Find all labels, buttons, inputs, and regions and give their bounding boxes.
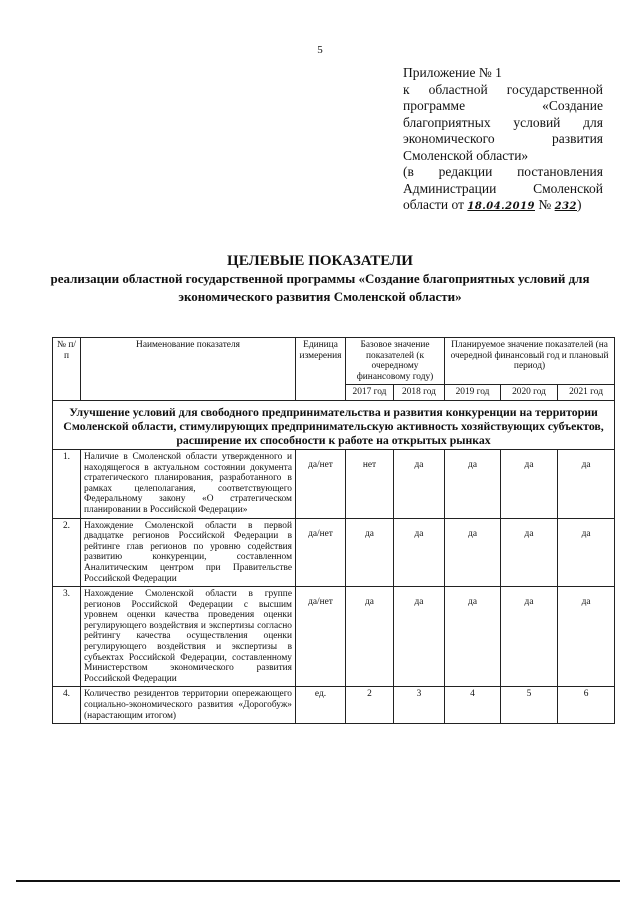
header-year: 2019 год bbox=[445, 385, 501, 401]
table-row bbox=[53, 587, 615, 687]
header-num: № п/п bbox=[53, 338, 81, 401]
row-value-2017: 2 bbox=[346, 687, 394, 724]
appendix-line: Администрации Смоленской bbox=[403, 180, 603, 196]
appendix-date-suffix: ) bbox=[577, 197, 582, 212]
row-indicator-name: Количество резидентов территории опережающего социально-экономического развития «Дорогобуж» (нарастающим итогом) bbox=[81, 687, 296, 724]
appendix-line: (в редакции постановления bbox=[403, 164, 603, 179]
row-indicator-name: Нахождение Смоленской области в группе регионов Российской Федерации с высшим уровнем оценки качества проведения оценки регулирующего воздействия и экспертизы согласно рейтингу качества осуществления оценки регулирующего воздействия и экспертизы в субъектах Российской Федерации, составленному Министерством экономического развития Российской Федерации bbox=[81, 587, 296, 687]
row-value-2018: да bbox=[394, 587, 445, 687]
row-num: 3. bbox=[53, 587, 81, 687]
row-value-2017: нет bbox=[346, 449, 394, 518]
header-year: 2018 год bbox=[394, 385, 445, 401]
row-value-2021: да bbox=[558, 587, 615, 687]
row-value-2017: да bbox=[346, 518, 394, 587]
row-unit: да/нет bbox=[296, 518, 346, 587]
section-row bbox=[53, 400, 615, 449]
document-subtitle: реализации областной государственной программы «Создание благоприятных условий для экономического развития Смоленской области» bbox=[50, 271, 590, 304]
row-unit: да/нет bbox=[296, 449, 346, 518]
section-title: Улучшение условий для свободного предпринимательства и развития конкуренции на территории Смоленской области, стимулирующих предпринимательскую активность хозяйствующих субъектов, расширение их способности к работе на открытых рынках bbox=[53, 400, 615, 449]
row-indicator-name: Нахождение Смоленской области в первой двадцатке регионов Российской Федерации в рейтинге глав регионов по уровню содействия развитию конкуренции, составленном Аналитическим центром при Правительстве Российской Федерации bbox=[81, 518, 296, 587]
row-indicator-name: Наличие в Смоленской области утвержденного и находящегося в актуальном состоянии документа стратегического планирования, разработанного в рамках целеполагания, соответствующего Федеральному закону «О стратегическом планировании в Российской Федерации» bbox=[81, 449, 296, 518]
table-row bbox=[53, 449, 615, 518]
page-number: 5 bbox=[317, 44, 323, 56]
header-year: 2020 год bbox=[501, 385, 558, 401]
row-value-2018: да bbox=[394, 518, 445, 587]
row-value-2018: 3 bbox=[394, 687, 445, 724]
page-bottom-rule bbox=[16, 880, 620, 882]
appendix-date-line bbox=[403, 197, 603, 216]
appendix-block bbox=[403, 65, 603, 216]
row-value-2021: 6 bbox=[558, 687, 615, 724]
row-value-2020: да bbox=[501, 449, 558, 518]
row-unit: ед. bbox=[296, 687, 346, 724]
appendix-line: Смоленской области» bbox=[403, 147, 529, 163]
header-unit: Единица измерения bbox=[296, 338, 346, 401]
row-value-2018: да bbox=[394, 449, 445, 518]
row-num: 1. bbox=[53, 449, 81, 518]
row-num: 2. bbox=[53, 518, 81, 587]
row-value-2021: да bbox=[558, 449, 615, 518]
appendix-number-prefix: № bbox=[538, 197, 552, 212]
row-value-2019: 4 bbox=[445, 687, 501, 724]
appendix-line: экономического развития bbox=[403, 131, 603, 146]
row-value-2019: да bbox=[445, 449, 501, 518]
appendix-line: программе «Создание bbox=[403, 98, 603, 113]
handwritten-number: 232 bbox=[554, 201, 578, 212]
appendix-line: благоприятных условий для bbox=[403, 114, 603, 130]
header-base: Базовое значение показателей (к очередному финансовому году) bbox=[346, 338, 445, 385]
table-row bbox=[53, 687, 615, 724]
row-value-2020: да bbox=[501, 587, 558, 687]
appendix-line: Приложение № 1 bbox=[403, 65, 502, 80]
row-num: 4. bbox=[53, 687, 81, 724]
header-name: Наименование показателя bbox=[81, 338, 296, 401]
appendix-date-prefix: области от bbox=[403, 197, 464, 212]
header-year: 2017 год bbox=[346, 385, 394, 401]
document-title: ЦЕЛЕВЫЕ ПОКАЗАТЕЛИ bbox=[227, 253, 413, 269]
table-row bbox=[53, 518, 615, 587]
table-header-row bbox=[53, 338, 615, 385]
indicators-table bbox=[52, 337, 615, 724]
row-value-2020: да bbox=[501, 518, 558, 587]
row-value-2019: да bbox=[445, 518, 501, 587]
row-value-2021: да bbox=[558, 518, 615, 587]
row-value-2019: да bbox=[445, 587, 501, 687]
appendix-line: к областной государственной bbox=[403, 81, 603, 97]
row-value-2017: да bbox=[346, 587, 394, 687]
header-planned: Планируемое значение показателей (на очередной финансовый год и плановый период) bbox=[445, 338, 615, 385]
row-unit: да/нет bbox=[296, 587, 346, 687]
header-year: 2021 год bbox=[558, 385, 615, 401]
row-value-2020: 5 bbox=[501, 687, 558, 724]
handwritten-date: 18.04.2019 bbox=[467, 201, 535, 212]
